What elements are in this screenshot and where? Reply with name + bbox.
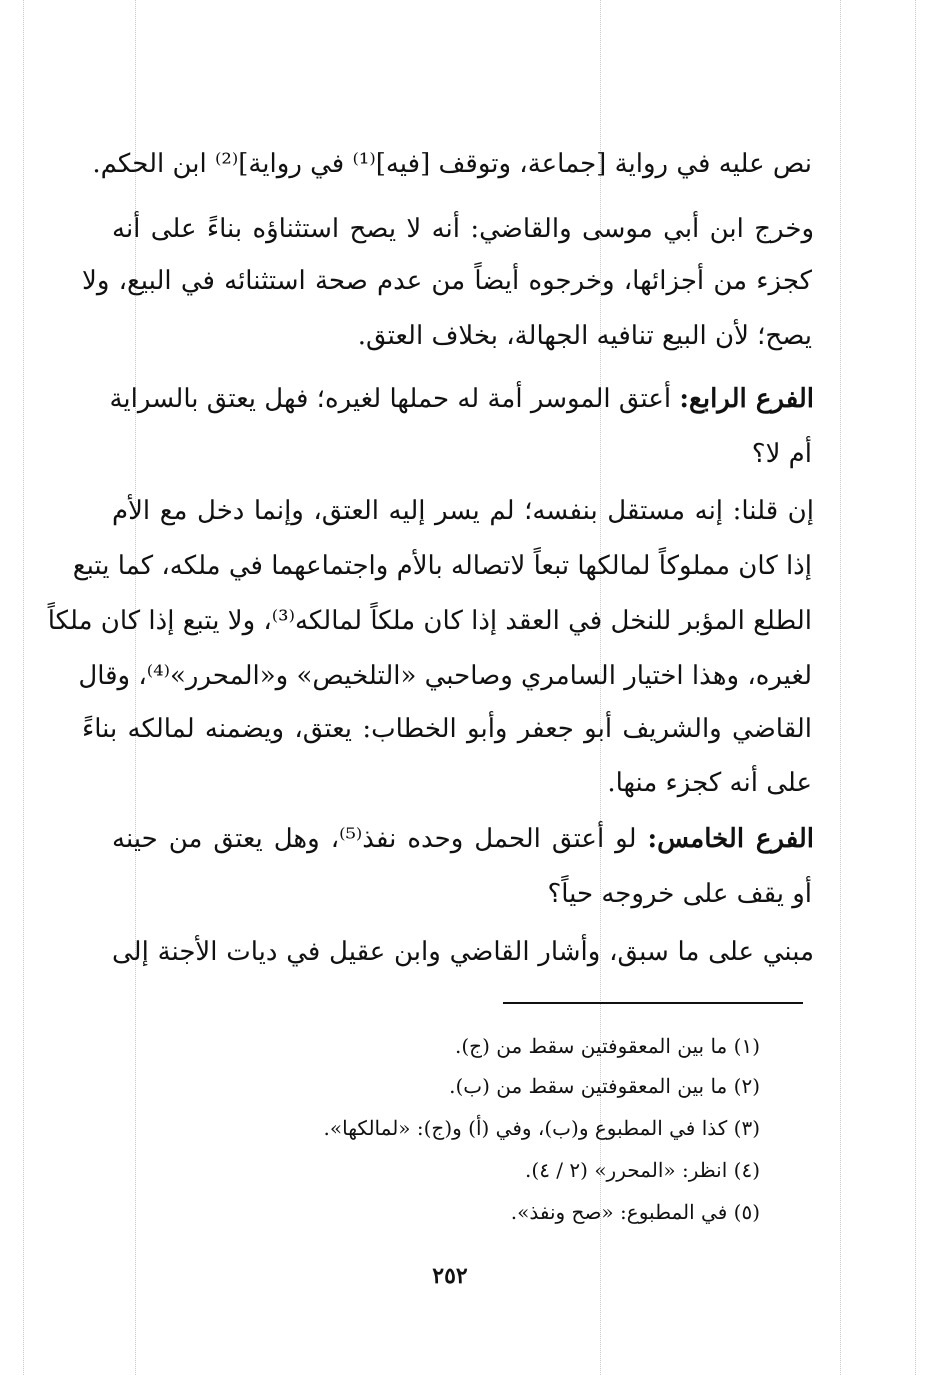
text-line: أو يقف على خروجه حياً؟ — [547, 879, 812, 909]
footnote-item: (٣) كذا في المطبوع و(ب)، وفي (أ) و(ج): «لمالكها». — [323, 1116, 760, 1140]
scan-guide-line — [23, 0, 24, 1375]
scan-guide-line — [840, 0, 841, 1375]
footnote-separator — [503, 1002, 803, 1004]
text-line: كجزء من أجزائها، وخرجوه أيضاً من عدم صحة استثنائه في البيع، ولا — [82, 266, 812, 296]
text-run: أعتق الموسر أمة له حملها لغيره؛ فهل يعتق بالسراية — [109, 384, 672, 414]
text-line: يصح؛ لأن البيع تنافيه الجهالة، بخلاف العتق. — [357, 321, 812, 351]
page-number: ٢٥٢ — [432, 1263, 468, 1289]
text-line — [112, 825, 814, 854]
text-line: أم لا؟ — [751, 439, 812, 469]
text-run: لو أعتق الحمل وحده نفذ⁽⁵⁾، وهل يعتق من حينه — [112, 824, 637, 854]
text-line: القاضي والشريف أبو جعفر وأبو الخطاب: يعتق، ويضمنه لمالكه بناءً — [82, 714, 812, 744]
section-heading: الفرع الرابع: — [679, 384, 814, 414]
section-heading: الفرع الخامس: — [647, 824, 815, 854]
footnote-item: (١) ما بين المعقوفتين سقط من (ج). — [455, 1034, 760, 1058]
text-line: إذا كان مملوكاً لمالكها تبعاً لاتصاله بالأم واجتماعهما في ملكه، كما يتبع — [72, 551, 812, 581]
text-line: على أنه كجزء منها. — [607, 768, 812, 798]
text-line: إن قلنا: إنه مستقل بنفسه؛ لم يسر إليه العتق، وإنما دخل مع الأم — [112, 496, 814, 526]
text-line: نص عليه في رواية [جماعة، وتوقف [فيه]⁽¹⁾ في رواية]⁽²⁾ ابن الحكم. — [92, 149, 812, 179]
scan-guide-line — [915, 0, 916, 1375]
footnote-item: (٥) في المطبوع: «صح ونفذ». — [510, 1200, 760, 1224]
footnote-item: (٤) انظر: «المحرر» (٢ / ٤). — [525, 1158, 760, 1182]
text-line — [109, 384, 814, 414]
text-line: مبني على ما سبق، وأشار القاضي وابن عقيل في ديات الأجنة إلى — [112, 937, 814, 967]
text-line: الطلع المؤبر للنخل في العقد إذا كان ملكاً لمالكه⁽³⁾، ولا يتبع إذا كان ملكاً — [47, 606, 812, 636]
text-line: لغيره، وهذا اختيار السامري وصاحبي «التلخيص» و«المحرر»⁽⁴⁾، وقال — [78, 661, 812, 691]
footnote-item: (٢) ما بين المعقوفتين سقط من (ب). — [449, 1074, 760, 1098]
text-line: وخرج ابن أبي موسى والقاضي: أنه لا يصح استثناؤه بناءً على أنه — [112, 214, 814, 244]
